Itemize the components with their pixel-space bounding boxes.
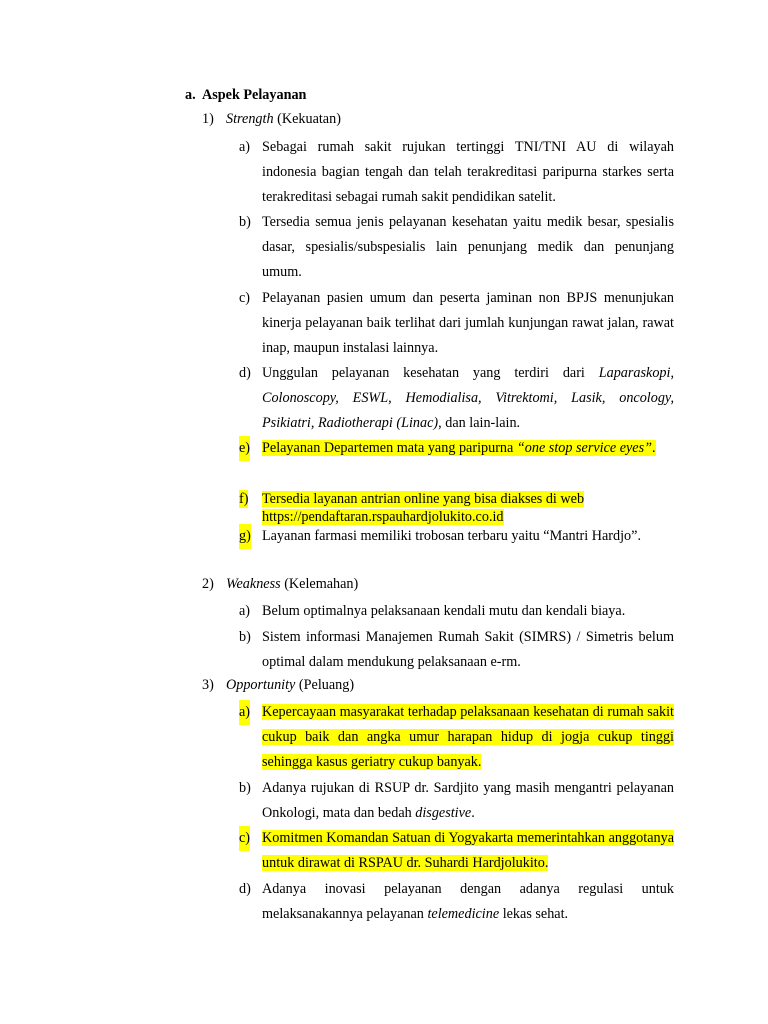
item-text <box>262 490 674 526</box>
item-marker: c) <box>239 826 250 851</box>
item-text: Adanya inovasi pelayanan dengan adanya regulasi untuk melaksanakannya pelayanan telemedicine lekas sehat. <box>262 881 674 923</box>
weakness-heading <box>202 576 358 593</box>
web-url: https://pendaftaran.rspauhardjolukito.co.id <box>262 509 504 525</box>
strength-heading <box>202 111 341 128</box>
strength-marker: 1) <box>202 111 214 127</box>
item-marker: f) <box>239 491 249 507</box>
item-marker: a) <box>239 700 250 725</box>
item-marker: b) <box>239 780 251 796</box>
weakness-label: (Kelemahan) <box>284 576 359 592</box>
section-marker: a. <box>185 87 196 103</box>
item-text: Sistem informasi Manajemen Rumah Sakit (SIMRS) / Simetris belum optimal dalam mendukung pelaksanaan e-rm. <box>262 629 674 671</box>
item-marker: c) <box>239 290 251 306</box>
strength-item-d <box>239 361 674 437</box>
strength-item-f <box>239 490 674 526</box>
strength-label: (Kekuatan) <box>277 111 341 127</box>
item-text: Belum optimalnya pelaksanaan kendali mutu dan kendali biaya. <box>262 603 626 619</box>
weakness-term: Weakness <box>226 576 281 592</box>
item-marker: e) <box>239 436 250 461</box>
item-marker: g) <box>239 524 251 549</box>
item-text: Sebagai rumah sakit rujukan tertinggi TNI/TNI AU di wilayah indonesia bagian tengah dan telah terakreditasi paripurna starkes serta terakreditasi sebagai rumah sakit pendidikan satelit. <box>262 139 674 206</box>
item-text: Pelayanan pasien umum dan peserta jaminan non BPJS menunjukan kinerja pelayanan baik terlihat dari jumlah kunjungan rawat jalan, rawat inap, maupun instalasi lainnya. <box>262 290 674 357</box>
weakness-marker: 2) <box>202 576 214 592</box>
strength-item-c <box>239 286 674 362</box>
item-text: Komitmen Komandan Satuan di Yogyakarta memerintahkan anggotanya untuk dirawat di RSPAU dr. Suhardi Hardjolukito. <box>262 830 674 872</box>
opportunity-item-a <box>239 700 674 776</box>
item-text: Adanya rujukan di RSUP dr. Sardjito yang masih mengantri pelayanan Onkologi, mata dan bedah disgestive. <box>262 780 674 822</box>
item-text: Pelayanan Departemen mata yang paripurna “one stop service eyes”. <box>262 440 656 456</box>
strength-term: Strength <box>226 111 274 127</box>
item-text-line: Tersedia layanan antrian online yang bisa diakses di web <box>262 491 585 507</box>
item-marker: a) <box>239 603 251 619</box>
opportunity-label: (Peluang) <box>298 677 355 693</box>
opportunity-item-b <box>239 776 674 826</box>
item-text: Layanan farmasi memiliki trobosan terbaru yaitu “Mantri Hardjo”. <box>262 528 641 544</box>
item-text: Unggulan pelayanan kesehatan yang terdiri dari Laparaskopi, Colonoscopy, ESWL, Hemodialisa, Vitrektomi, Lasik, oncology, Psikiatri, Radiotherapi (Linac), dan lain-lain. <box>262 365 674 432</box>
item-marker: b) <box>239 629 251 645</box>
strength-item-b <box>239 210 674 286</box>
opportunity-term: Opportunity <box>226 677 296 693</box>
item-marker: a) <box>239 139 251 155</box>
weakness-item-b <box>239 625 674 675</box>
item-text: Tersedia semua jenis pelayanan kesehatan yaitu medik besar, spesialis dasar, spesialis/subspesialis lain penunjang medik dan penunjang umum. <box>262 214 674 281</box>
strength-item-e <box>239 436 674 461</box>
opportunity-item-d <box>239 877 674 927</box>
item-marker: d) <box>239 365 251 381</box>
item-marker: d) <box>239 881 251 897</box>
weakness-item-a <box>239 599 674 624</box>
opportunity-marker: 3) <box>202 677 214 693</box>
strength-item-a <box>239 135 674 211</box>
item-text: Kepercayaan masyarakat terhadap pelaksanaan kesehatan di rumah sakit cukup baik dan angka umur harapan hidup di jogja cukup tinggi sehingga kasus geriatry cukup banyak. <box>262 704 674 771</box>
section-title: Aspek Pelayanan <box>202 87 307 103</box>
strength-item-g <box>239 524 674 549</box>
opportunity-item-c <box>239 826 674 876</box>
item-marker: b) <box>239 214 251 230</box>
section-heading <box>185 87 306 104</box>
opportunity-heading <box>202 677 354 694</box>
